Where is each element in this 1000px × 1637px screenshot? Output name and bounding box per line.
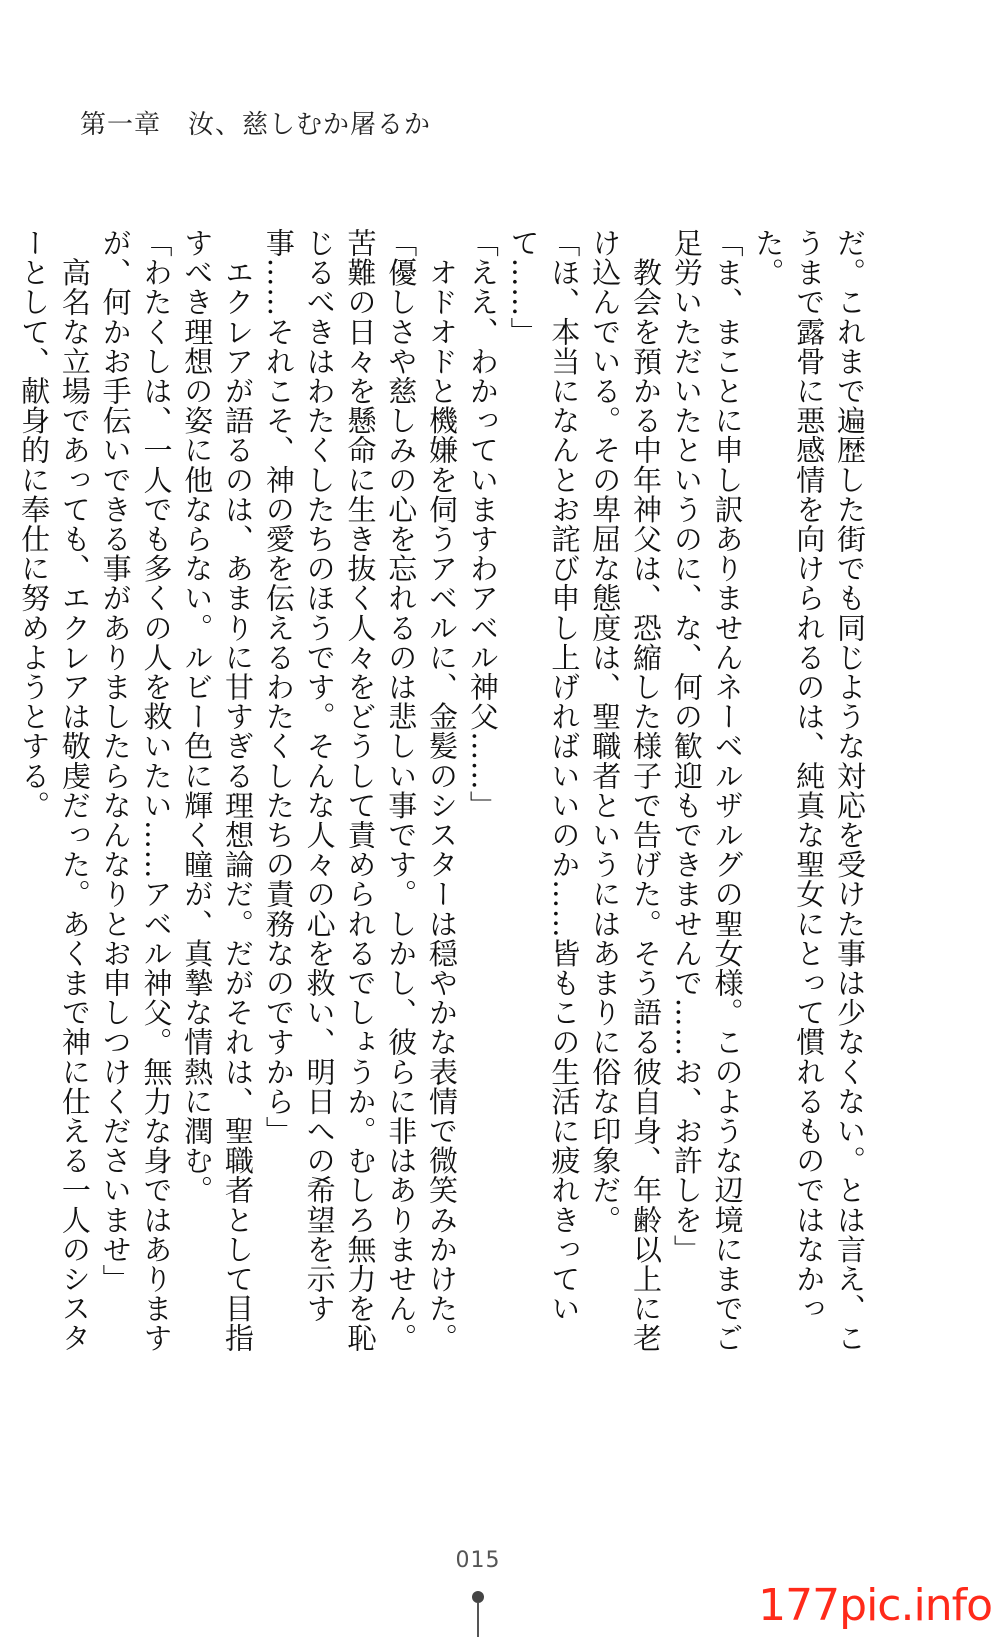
paragraph: 高名な立場であっても、エクレアは敬虔だった。あくまで神に仕える一人のシスターとして、献身的に奉仕に努めようとする。: [17, 228, 92, 1353]
body-text-column: [13, 228, 870, 1368]
paragraph: オドオドと機嫌を伺うアベルに、金髪のシスターは穏やかな表情で微笑みかけた。: [425, 228, 460, 1353]
page-marker-dot: [472, 1591, 484, 1603]
paragraph: 教会を預かる中年神父は、恐縮した様子で告げた。そう語る彼自身、年齢以上に老け込んでいる。その卑屈な態度は、聖職者というにはあまりに俗な印象だ。: [588, 228, 664, 1353]
paragraph: 「わたくしは、一人でも多くの人を救いたい……アベル神父。無力な身ではありますが、何かお手伝いできる事がありましたらなんなりとお申しつけくださいませ」: [98, 228, 174, 1353]
paragraph: エクレアが語るのは、あまりに甘すぎる理想論だ。だがそれは、聖職者として目指すべき理想の姿に他ならない。ルビー色に輝く瞳が、真摯な情熱に潤む。: [180, 228, 256, 1353]
paragraph: 「ま、まことに申し訳ありませんネーベルザルグの聖女様。このような辺境にまでご足労いただいたというのに、な、何の歓迎もできませんで……お、お許しを」: [669, 228, 745, 1353]
page-marker-line: [477, 1603, 479, 1637]
page-number: 015: [455, 1548, 501, 1573]
page-marker-icon: [469, 1591, 487, 1637]
paragraph: だ。これまで遍歴した街でも同じような対応を受けた事は少なくない。とは言え、こうまで露骨に悪感情を向けられるのは、純真な聖女にとって慣れるものではなかった。: [751, 228, 867, 1353]
paragraph: 「優しさや慈しみの心を忘れるのは悲しい事です。しかし、彼らに非はありません。苦難の日々を懸命に生き抜く人々をどうして責められるでしょうか。むしろ無力を恥じるべきはわたくしたちのほうです。そんな人々の心を救い、明日への希望を示す事……それこそ、神の愛を伝えるわたくしたちの責務なのですから」: [261, 228, 419, 1353]
paragraph: 「ええ、わかっていますわアベル神父……」: [465, 228, 500, 820]
watermark-text: 177pic.info: [758, 1580, 992, 1631]
chapter-title: 第一章 汝、慈しむか屠るか: [80, 110, 432, 140]
paragraph: 「ほ、本当になんとお詫び申し上げればいいのか……皆もこの生活に疲れきっていて……」: [506, 228, 582, 1324]
